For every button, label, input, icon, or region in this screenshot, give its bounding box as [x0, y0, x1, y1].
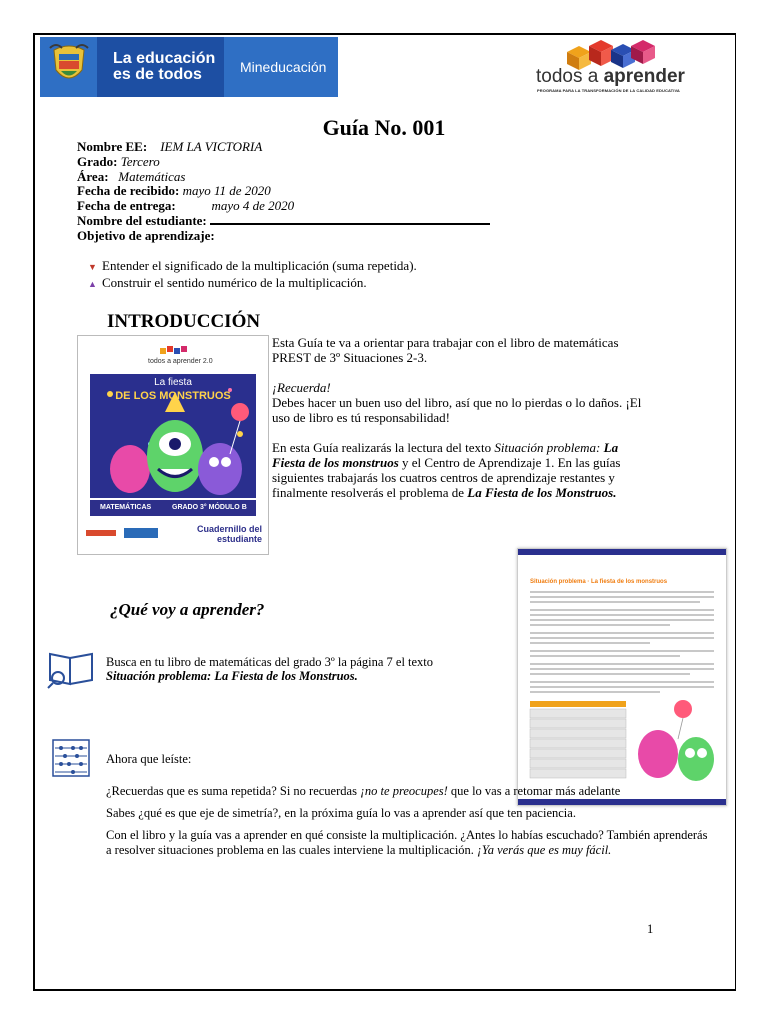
ministry-mini-logo [86, 530, 116, 536]
question-repeated-sum: ¿Recuerdas que es suma repetida? Si no recuerdas ¡no te preocupes! que lo vas a retomar más adelante [106, 784, 621, 798]
intro-reading-paragraph: En esta Guía realizarás la lectura del texto Situación problema: La Fiesta de los monstruos y el Centro de Aprendizaje 1. En las guías siguientes trabajarás los cuatros centros de aprendizaje restantes y finalmente resolverás el problema de La Fiesta de los Monstruos. [272, 440, 621, 500]
page-title: Guía No. 001 [322, 115, 446, 140]
student-name-blank[interactable] [210, 215, 490, 225]
remember-text: Debes hacer un buen uso del libro, así que no lo pierdas o lo daños. ¡El uso de libro es tú responsabilidad! [272, 395, 642, 425]
objective-label: Objetivo de aprendizaje: [77, 227, 215, 243]
received-date-row: Fecha de recibido: mayo 11 de 2020 [77, 183, 271, 199]
learn-heading: ¿Qué voy a aprender? [110, 600, 265, 619]
page-number: 1 [647, 922, 654, 936]
student-name-row: Nombre del estudiante: [77, 214, 490, 229]
government-mini-logo [124, 528, 158, 538]
ministry-name: Mineducación [240, 59, 327, 75]
received-date-value: mayo 11 de 2020 [182, 183, 271, 199]
cover-cubes-icon [160, 346, 188, 356]
list-item: ▼ Entender el significado de la multiplicación (suma repetida). [88, 258, 417, 273]
intro-heading: INTRODUCCIÓN [107, 311, 261, 332]
objectives-list [88, 258, 417, 292]
ee-row: Nombre EE: IEM LA VICTORIA [77, 139, 263, 154]
abacus-icon [51, 738, 91, 778]
area-value: Matemáticas [118, 168, 186, 184]
colombia-shield-icon [48, 40, 90, 88]
book-page-image [517, 548, 727, 806]
cover-logo: todos a aprender 2.0 [148, 358, 213, 365]
list-item: ▲ Construir el sentido numérico de la multiplicación. [88, 275, 367, 290]
task-read-text: Busca en tu libro de matemáticas del grado 3º la página 7 el texto Situación problema: La Fiesta de los Monstruos. [106, 655, 434, 683]
intro-paragraph: Esta Guía te va a orientar para trabajar con el libro de matemáticas PREST de 3º Situaciones 2-3. [272, 335, 619, 365]
book-page-title: Situación problema · La fiesta de los monstruos [530, 579, 668, 585]
cover-grade: GRADO 3° MÓDULO B [172, 504, 247, 511]
brand-slogan: La educación es de todos [113, 50, 216, 83]
question-multiplication: Con el libro y la guía vas a aprender en qué consiste la multiplicación. ¿Antes lo habías escuchado? También aprenderás a resolver situaciones problema en las cuales interviene la multiplicación. ¡Ya verás que es muy fácil. [106, 828, 708, 857]
grade-value: Tercero [120, 153, 160, 169]
intro-body [272, 335, 652, 515]
book-page-illustration [518, 549, 726, 805]
remember-label: ¡Recuerda! [272, 380, 331, 395]
program-subtitle: PROGRAMA PARA LA TRANSFORMACIÓN DE LA CALIDAD EDUCATIVA [537, 88, 680, 93]
arrow-bullet-icon: ▼ [88, 262, 97, 272]
delivery-date-row: Fecha de entrega: mayo 4 de 2020 [77, 198, 295, 214]
task-after-reading: Ahora que leíste: [106, 752, 192, 766]
cover-subject: MATEMÁTICAS [100, 504, 152, 511]
guide-info [77, 140, 490, 244]
cover-footer-text: Cuadernillo del estudiante [196, 524, 262, 544]
cover-title-main: DE LOS MONSTRUOS [115, 390, 231, 402]
question-symmetry: Sabes ¿qué es que eje de simetría?, en la próxima guía lo vas a aprender así que ten paciencia. [106, 806, 576, 820]
grade-row: Grado: Tercero [77, 153, 160, 169]
open-book-icon [46, 648, 96, 690]
ee-value: IEM LA VICTORIA [160, 139, 263, 154]
cover-title-top: La fiesta [154, 377, 192, 388]
delivery-date-value: mayo 4 de 2020 [211, 198, 295, 214]
book-cover-image [77, 335, 269, 555]
page-bottom-rule [33, 989, 736, 991]
program-logo: todos a aprender [536, 66, 685, 87]
arrow-bullet-icon: ▲ [88, 279, 97, 289]
area-row: Área: Matemáticas [77, 168, 186, 184]
